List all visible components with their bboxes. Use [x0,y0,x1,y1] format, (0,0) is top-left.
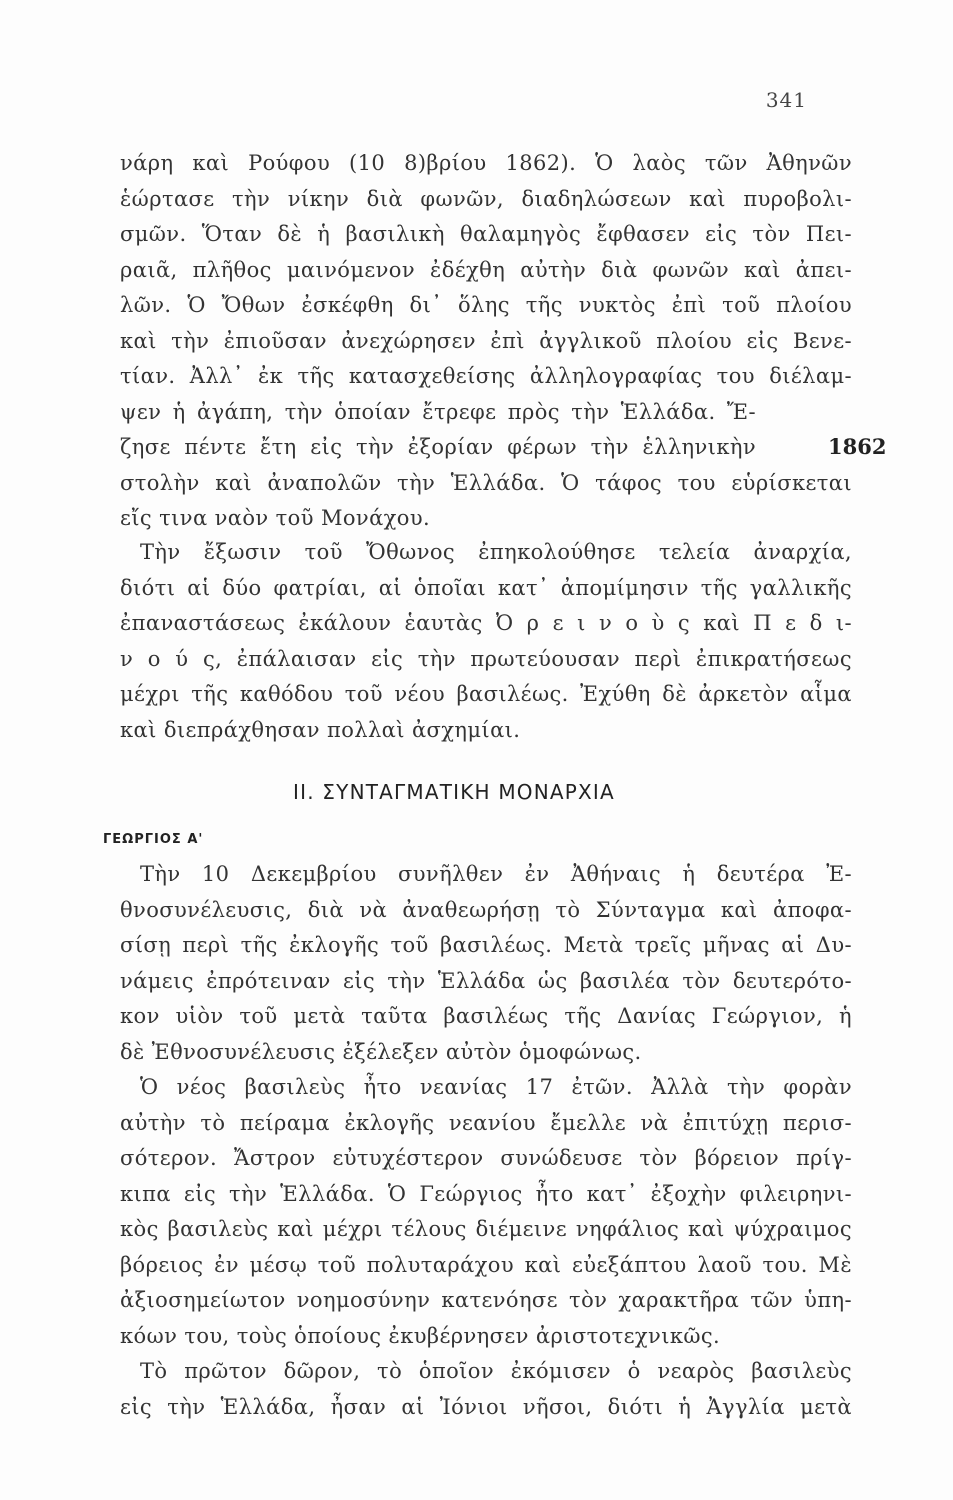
text-line: εἰς τὴν Ἑλλάδα, ἦσαν αἱ Ἰόνιοι νῆσοι, διότι ἡ Ἀγγλία μετὰ [120,1394,852,1419]
text-line: δὲ Ἐθνοσυνέλευσις ἐξέλεξεν αὐτὸν ὁμοφώνως. [120,1039,642,1064]
paragraph-george-i [120,857,852,1425]
text-line: διότι αἱ δύο φατρίαι, αἱ ὁποῖαι κατ᾽ ἀπομίμησιν τῆς γαλλικῆς [120,575,852,600]
text-line: ἑώρτασε τὴν νίκην διὰ φωνῶν, διαδηλώσεων καὶ πυροβολι- [120,186,852,211]
text-line: μέχρι τῆς καθόδου τοῦ νέου βασιλέως. Ἐχύθη δὲ ἀρκετὸν αἷμα [120,682,852,706]
text-line: κὸς βασιλεὺς καὶ μέχρι τέλους διέμεινε νηφάλιος καὶ ψύχραιμος [120,1217,852,1241]
text-line: ραιᾶ, πλῆθος μαινόμενον ἐδέχθη αὐτὴν διὰ φωνῶν καὶ ἀπει- [120,257,852,282]
text-line: ζησε πέντε ἔτη εἰς τὴν ἐξορίαν φέρων τὴν ἑλληνικὴν [120,435,756,459]
text-line: νάμεις ἐπρότειναν εἰς τὴν Ἑλλάδα ὡς βασιλέα τὸν δευτερότο- [120,968,852,993]
text-line: θνοσυνέλευσις, διὰ νὰ ἀναθεωρήσῃ τὸ Σύνταγμα καὶ ἀποφα- [120,897,852,922]
text-line: σίσῃ περὶ τῆς ἐκλογῆς τοῦ βασιλέως. Μετὰ τρεῖς μῆνας αἱ Δυ- [120,933,852,957]
text-line: στολὴν καὶ ἀναπολῶν τὴν Ἑλλάδα. Ὁ τάφος του εὑρίσκεται [120,470,852,495]
text-line: ψεν ἡ ἀγάπη, τὴν ὁποίαν ἔτρεφε πρὸς τὴν Ἑλλάδα. Ἔ- [120,399,756,424]
text-line: νάρη καὶ Ρούφου (10 8)βρίου 1862). Ὁ λαὸς τῶν Ἀθηνῶν [120,151,852,175]
text-line: ἀξιοσημείωτον νοημοσύνην κατενόησε τὸν χαρακτῆρα τῶν ὑπη- [120,1288,852,1312]
text-line: τίαν. Ἀλλ᾽ ἐκ τῆς κατασχεθείσης ἀλληλογραφίας του διέλαμ- [120,364,852,388]
text-line: Τὴν 10 Δεκεμβρίου συνῆλθεν ἐν Ἀθήναις ἡ δευτέρα Ἐ- [140,862,852,886]
text-line: σότερον. Ἄστρον εὐτυχέστερον συνώδευσε τὸν βόρειον πρίγ- [120,1146,852,1170]
text-line: λῶν. Ὁ Ὄθων ἐσκέφθη δι᾽ ὅλης τῆς νυκτὸς ἐπὶ τοῦ πλοίου [120,293,852,317]
paragraph-othon-exile [120,146,852,537]
text-line: κόων του, τοὺς ὁποίους ἐκυβέρνησεν ἀριστοτεχνικῶς. [120,1323,721,1348]
margin-year: 1862 [828,434,887,459]
text-line: αὐτὴν τὸ πείραμα ἐκλογῆς νεανίου ἔμελλε νὰ ἐπιτύχῃ περισ- [120,1110,852,1135]
text-line: καὶ διεπράχθησαν πολλαὶ ἀσχημίαι. [120,717,521,742]
text-line: βόρειος ἐν μέσῳ τοῦ πολυταράχου καὶ εὐεξάπτου λαοῦ του. Μὲ [120,1252,852,1277]
text-line: καὶ τὴν ἐπιοῦσαν ἀνεχώρησεν ἐπὶ ἀγγλικοῦ πλοίου εἰς Βενε- [120,328,852,353]
text-line: κιπα εἰς τὴν Ἑλλάδα. Ὁ Γεώργιος ἦτο κατ᾽ ἐξοχὴν φιλειρηνι- [120,1181,852,1206]
king-heading: ΓΕΩΡΓΙΟΣ Α' [103,832,204,847]
text-line: ν ο ύ ς, ἐπάλαισαν εἰς τὴν πρωτεύουσαν περὶ ἐπικρατήσεως [120,646,852,671]
page-number: 341 [765,88,807,112]
section-heading: II. ΣΥΝΤΑΓΜΑΤΙΚΗ ΜΟΝΑΡΧΙΑ [293,780,615,804]
text-line: κον υἱὸν τοῦ μετὰ ταῦτα βασιλέως τῆς Δανίας Γεώργιον, ἡ [120,1004,852,1028]
text-line: Τὴν ἔξωσιν τοῦ Ὄθωνος ἐπηκολούθησε τελεία ἀναρχία, [140,540,852,564]
text-line: ἐπαναστάσεως ἐκάλουν ἑαυτὰς Ὀ ρ ε ι ν ο ὺ ς καὶ Π ε δ ι- [120,611,852,635]
text-line: εἴς τινα ναὸν τοῦ Μονάχου. [120,506,431,530]
paragraph-anarchy [120,535,852,748]
text-line: σμῶν. Ὅταν δὲ ἡ βασιλικὴ θαλαμηγὸς ἔφθασεν εἰς τὸν Πει- [120,222,852,246]
text-line: Ὁ νέος βασιλεὺς ἦτο νεανίας 17 ἐτῶν. Ἀλλὰ τὴν φορὰν [140,1075,852,1099]
text-line: Τὸ πρῶτον δῶρον, τὸ ὁποῖον ἐκόμισεν ὁ νεαρὸς βασιλεὺς [140,1359,852,1383]
